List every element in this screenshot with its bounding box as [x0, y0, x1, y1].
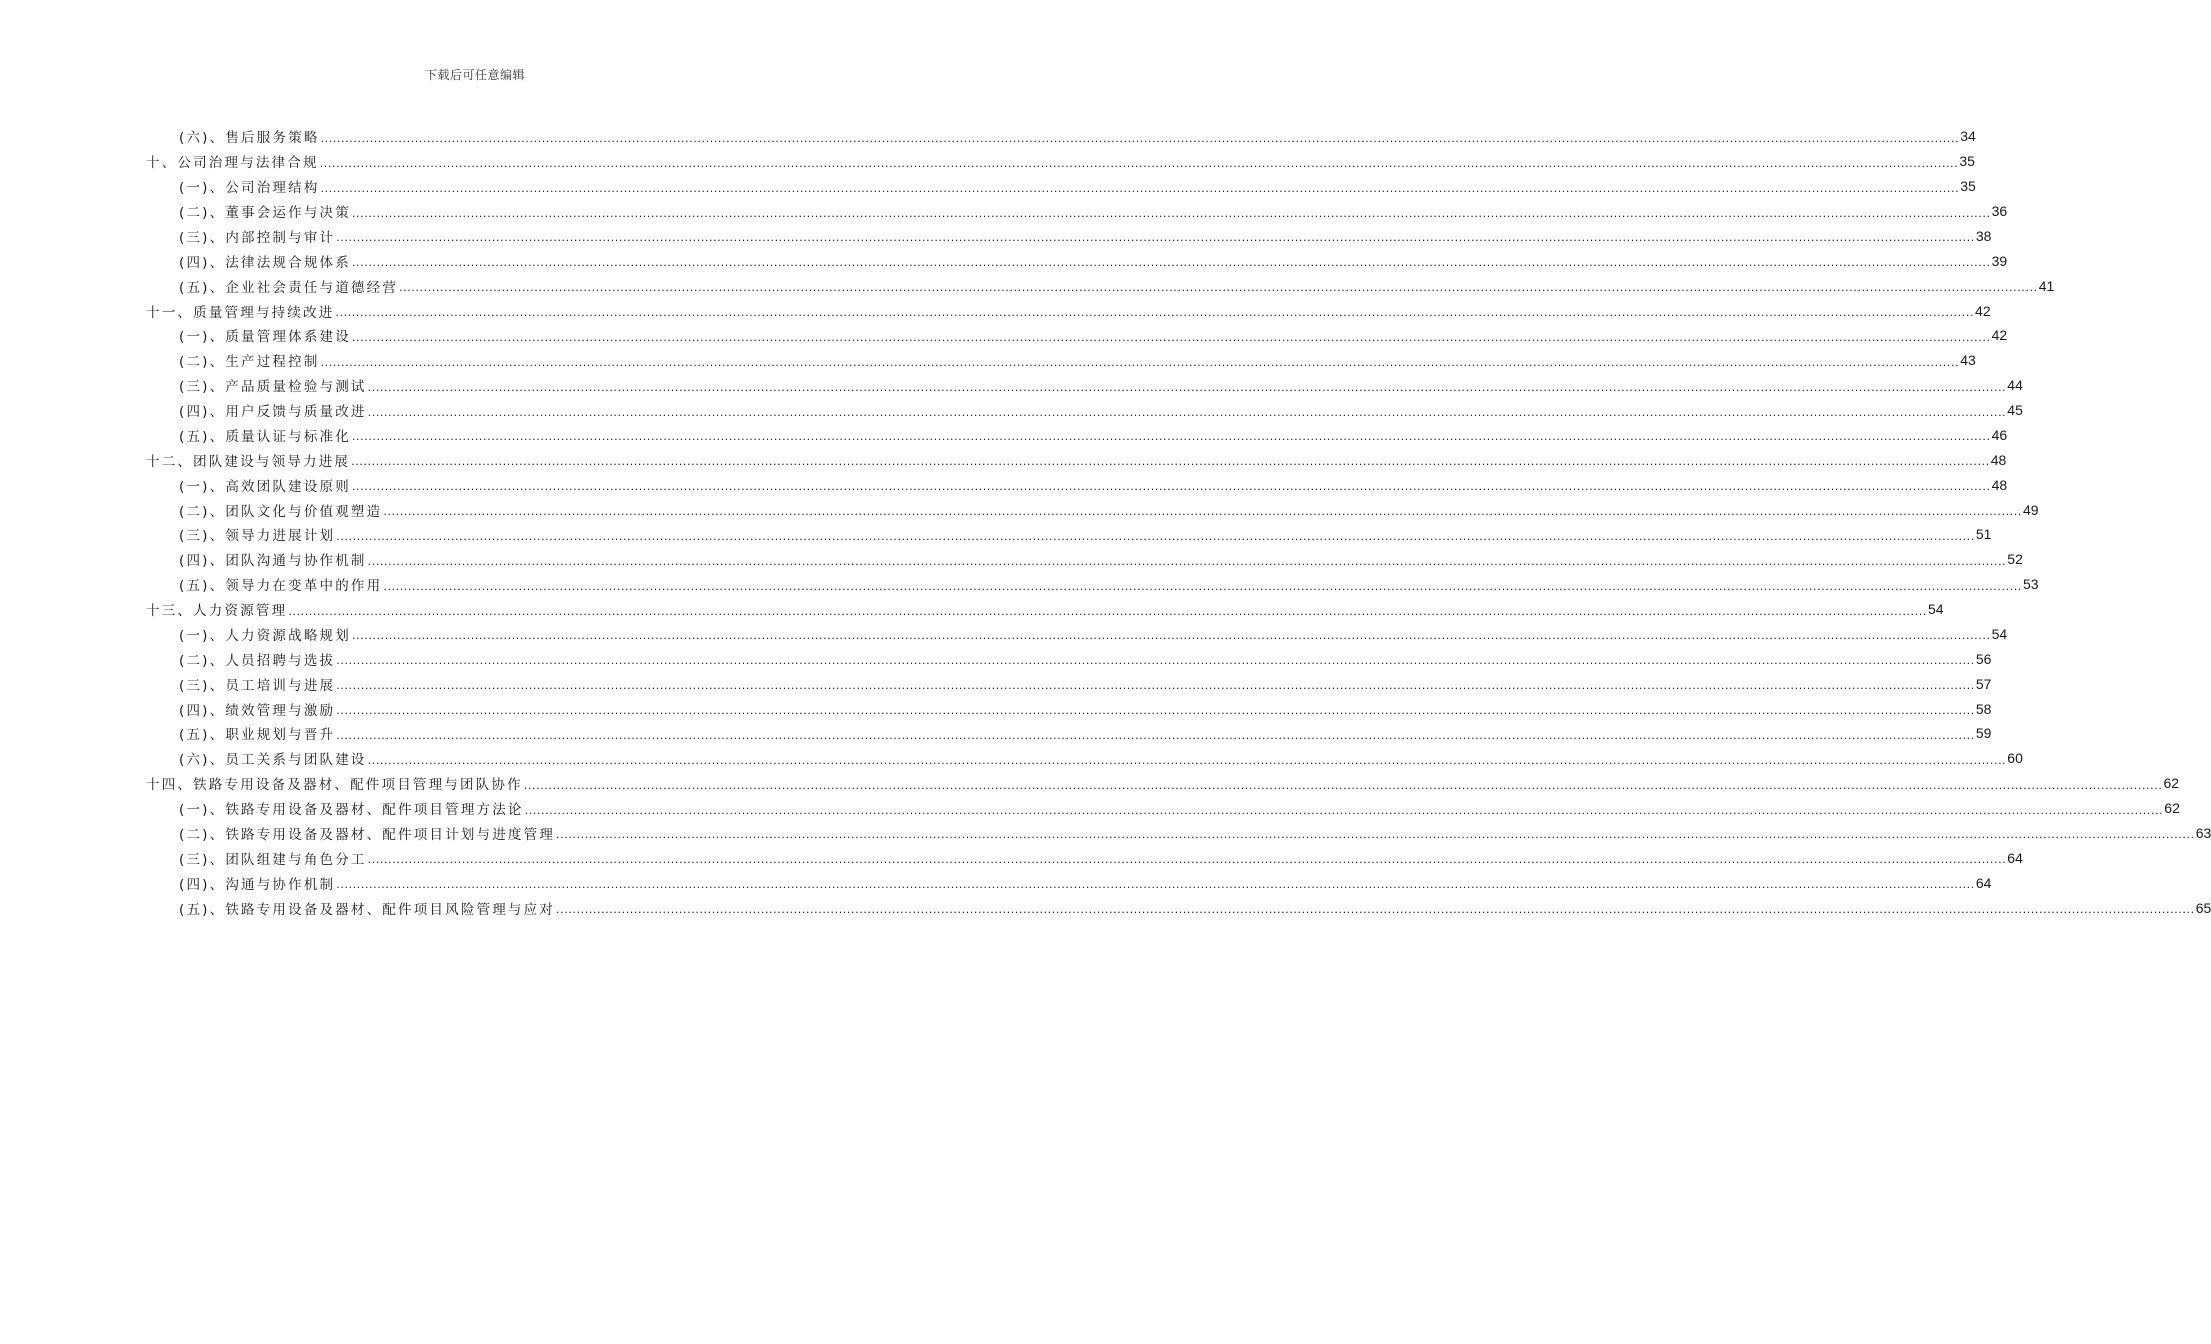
toc-dot-leader: ................................................................................................................................................................................................................................................................................................................................................................................................................ [351, 430, 1991, 444]
toc-page-number: 62 [2164, 800, 2180, 817]
toc-dot-leader: ................................................................................................................................................................................................................................................................................................................................................................................................................ [336, 878, 1975, 892]
toc-page-number: 58 [1975, 700, 1992, 717]
toc-entry-title: (一)、质量管理体系建设 [179, 329, 351, 346]
toc-page-number: 57 [1975, 675, 1992, 692]
toc-chapter-entry[interactable] [146, 447, 2007, 472]
toc-page-number: 51 [1975, 526, 1992, 543]
toc-section-entry[interactable] [179, 821, 2211, 846]
toc-section-entry[interactable] [179, 671, 1992, 696]
toc-dot-leader: ................................................................................................................................................................................................................................................................................................................................................................................................................ [351, 629, 1991, 643]
toc-section-entry[interactable] [179, 895, 2211, 920]
toc-section-entry[interactable] [179, 696, 1992, 721]
toc-dot-leader: ................................................................................................................................................................................................................................................................................................................................................................................................................ [288, 604, 1927, 618]
toc-entry-title: (二)、董事会运作与决策 [179, 205, 351, 222]
toc-dot-leader: ................................................................................................................................................................................................................................................................................................................................................................................................................ [335, 306, 1975, 320]
toc-section-entry[interactable] [179, 224, 1992, 249]
toc-page-number: 34 [1960, 128, 1976, 145]
toc-entry-title: (三)、团队组建与角色分工 [179, 851, 367, 868]
toc-dot-leader: ................................................................................................................................................................................................................................................................................................................................................................................................................ [556, 903, 2195, 917]
toc-entry-title: (二)、人员招聘与选拔 [179, 652, 336, 669]
toc-entry-title: (六)、员工关系与团队建设 [179, 752, 367, 769]
toc-section-entry[interactable] [179, 572, 2039, 597]
toc-section-entry[interactable] [179, 622, 2008, 647]
toc-entry-title: (一)、高效团队建设原则 [179, 478, 351, 495]
toc-entry-title: (五)、领导力在变革中的作用 [179, 578, 383, 595]
toc-dot-leader: ................................................................................................................................................................................................................................................................................................................................................................................................................ [367, 554, 2007, 568]
toc-dot-leader: ................................................................................................................................................................................................................................................................................................................................................................................................................ [399, 281, 2038, 295]
toc-page-number: 41 [2038, 277, 2055, 294]
toc-dot-leader: ................................................................................................................................................................................................................................................................................................................................................................................................................ [367, 853, 2007, 867]
toc-page-number: 64 [1975, 874, 1992, 891]
toc-entry-title: 十四、铁路专用设备及器材、配件项目管理与团队协作 [146, 777, 523, 794]
toc-dot-leader: ................................................................................................................................................................................................................................................................................................................................................................................................................ [367, 380, 2007, 394]
toc-entry-title: (四)、沟通与协作机制 [179, 876, 336, 893]
toc-entry-title: (五)、企业社会责任与道德经营 [179, 279, 399, 296]
table-of-contents [0, 124, 2211, 920]
toc-entry-title: 十一、质量管理与持续改进 [146, 304, 335, 321]
toc-dot-leader: ................................................................................................................................................................................................................................................................................................................................................................................................................ [336, 231, 1975, 245]
toc-page-number: 36 [1991, 203, 2008, 220]
toc-section-entry[interactable] [179, 199, 2008, 224]
toc-entry-title: (五)、职业规划与晋升 [179, 727, 336, 744]
toc-dot-leader: ................................................................................................................................................................................................................................................................................................................................................................................................................ [556, 828, 2195, 842]
toc-entry-title: (一)、公司治理结构 [179, 180, 320, 197]
toc-chapter-entry[interactable] [146, 298, 1991, 323]
toc-page-number: 35 [1959, 153, 1975, 170]
toc-page-number: 42 [1975, 302, 1991, 319]
toc-section-entry[interactable] [179, 348, 1976, 373]
toc-dot-leader: ................................................................................................................................................................................................................................................................................................................................................................................................................ [523, 778, 2163, 792]
toc-section-entry[interactable] [179, 273, 2055, 298]
toc-page-number: 64 [2007, 849, 2023, 866]
toc-page-number: 39 [1991, 252, 2008, 269]
toc-section-entry[interactable] [179, 373, 2023, 398]
toc-section-entry[interactable] [179, 497, 2039, 522]
toc-page-number: 45 [2007, 402, 2023, 419]
toc-dot-leader: ................................................................................................................................................................................................................................................................................................................................................................................................................ [336, 704, 1975, 718]
toc-entry-title: (一)、人力资源战略规划 [179, 627, 351, 644]
toc-entry-title: (二)、生产过程控制 [179, 354, 320, 371]
toc-section-entry[interactable] [179, 746, 2023, 771]
toc-entry-title: (四)、团队沟通与协作机制 [179, 553, 367, 570]
toc-dot-leader: ................................................................................................................................................................................................................................................................................................................................................................................................................ [351, 256, 1991, 270]
toc-entry-title: (三)、内部控制与审计 [179, 229, 336, 246]
toc-section-entry[interactable] [179, 646, 1992, 671]
toc-dot-leader: ................................................................................................................................................................................................................................................................................................................................................................................................................ [351, 330, 1991, 344]
toc-entry-title: (三)、员工培训与进展 [179, 677, 336, 694]
toc-entry-title: (五)、铁路专用设备及器材、配件项目风险管理与应对 [179, 901, 556, 918]
toc-entry-title: (二)、铁路专用设备及器材、配件项目计划与进度管理 [179, 826, 556, 843]
toc-dot-leader: ................................................................................................................................................................................................................................................................................................................................................................................................................ [524, 803, 2164, 817]
toc-section-entry[interactable] [179, 796, 2180, 821]
toc-dot-leader: ................................................................................................................................................................................................................................................................................................................................................................................................................ [336, 728, 1975, 742]
toc-section-entry[interactable] [179, 398, 2023, 423]
toc-dot-leader: ................................................................................................................................................................................................................................................................................................................................................................................................................ [320, 131, 1960, 145]
toc-page-number: 56 [1975, 650, 1992, 667]
toc-section-entry[interactable] [179, 522, 1992, 547]
toc-page-number: 46 [1991, 426, 2008, 443]
toc-section-entry[interactable] [179, 472, 2008, 497]
toc-dot-leader: ................................................................................................................................................................................................................................................................................................................................................................................................................ [351, 480, 1991, 494]
toc-page-number: 35 [1960, 178, 1976, 195]
toc-entry-title: (三)、领导力进展计划 [179, 528, 336, 545]
toc-page-number: 49 [2022, 501, 2039, 518]
toc-section-entry[interactable] [179, 124, 1976, 149]
toc-dot-leader: ................................................................................................................................................................................................................................................................................................................................................................................................................ [336, 529, 1975, 543]
toc-dot-leader: ................................................................................................................................................................................................................................................................................................................................................................................................................ [336, 654, 1975, 668]
toc-entry-title: 十三、人力资源管理 [146, 603, 288, 620]
toc-entry-title: (三)、产品质量检验与测试 [179, 379, 367, 396]
toc-section-entry[interactable] [179, 323, 2008, 348]
toc-section-entry[interactable] [179, 845, 2023, 870]
toc-page-number: 43 [1960, 352, 1976, 369]
header-note: 下载后可任意编辑 [424, 68, 525, 82]
toc-dot-leader: ................................................................................................................................................................................................................................................................................................................................................................................................................ [383, 505, 2022, 519]
toc-entry-title: (四)、法律法规合规体系 [179, 254, 351, 271]
toc-page-number: 59 [1975, 725, 1992, 742]
toc-section-entry[interactable] [179, 423, 2008, 448]
toc-dot-leader: ................................................................................................................................................................................................................................................................................................................................................................................................................ [351, 206, 1991, 220]
toc-entry-title: (四)、绩效管理与激励 [179, 702, 336, 719]
toc-entry-title: (六)、售后服务策略 [179, 130, 320, 147]
toc-dot-leader: ................................................................................................................................................................................................................................................................................................................................................................................................................ [367, 753, 2007, 767]
toc-section-entry[interactable] [179, 248, 2008, 273]
toc-page-number: 42 [1991, 327, 2008, 344]
toc-chapter-entry[interactable] [146, 149, 1975, 174]
toc-page-number: 38 [1975, 227, 1992, 244]
toc-dot-leader: ................................................................................................................................................................................................................................................................................................................................................................................................................ [336, 679, 1975, 693]
toc-entry-title: 十二、团队建设与领导力进展 [146, 453, 351, 470]
toc-page-number: 48 [1990, 451, 2007, 468]
toc-dot-leader: ................................................................................................................................................................................................................................................................................................................................................................................................................ [320, 181, 1960, 195]
toc-page-number: 44 [2007, 377, 2023, 394]
toc-entry-title: (二)、团队文化与价值观塑造 [179, 503, 383, 520]
toc-dot-leader: ................................................................................................................................................................................................................................................................................................................................................................................................................ [319, 156, 1959, 170]
toc-page-number: 60 [2007, 750, 2023, 767]
toc-page-number: 53 [2022, 576, 2039, 593]
toc-page-number: 52 [2007, 551, 2023, 568]
toc-section-entry[interactable] [179, 721, 1992, 746]
toc-entry-title: (四)、用户反馈与质量改进 [179, 404, 367, 421]
toc-dot-leader: ................................................................................................................................................................................................................................................................................................................................................................................................................ [351, 455, 1990, 469]
toc-page-number: 48 [1991, 476, 2008, 493]
toc-entry-title: 十、公司治理与法律合规 [146, 155, 319, 172]
toc-entry-title: (一)、铁路专用设备及器材、配件项目管理方法论 [179, 802, 524, 819]
toc-dot-leader: ................................................................................................................................................................................................................................................................................................................................................................................................................ [320, 355, 1960, 369]
toc-section-entry[interactable] [179, 174, 1976, 199]
toc-dot-leader: ................................................................................................................................................................................................................................................................................................................................................................................................................ [383, 579, 2022, 593]
toc-page-number: 54 [1927, 601, 1944, 618]
toc-section-entry[interactable] [179, 547, 2023, 572]
toc-page-number: 62 [2163, 775, 2180, 792]
toc-page-number: 54 [1991, 625, 2008, 642]
toc-chapter-entry[interactable] [146, 597, 1944, 622]
toc-dot-leader: ................................................................................................................................................................................................................................................................................................................................................................................................................ [367, 405, 2007, 419]
toc-page-number: 63 [2195, 824, 2211, 841]
toc-page-number: 65 [2195, 899, 2211, 916]
toc-entry-title: (五)、质量认证与标准化 [179, 428, 351, 445]
toc-section-entry[interactable] [179, 870, 1992, 895]
toc-chapter-entry[interactable] [146, 771, 2180, 796]
